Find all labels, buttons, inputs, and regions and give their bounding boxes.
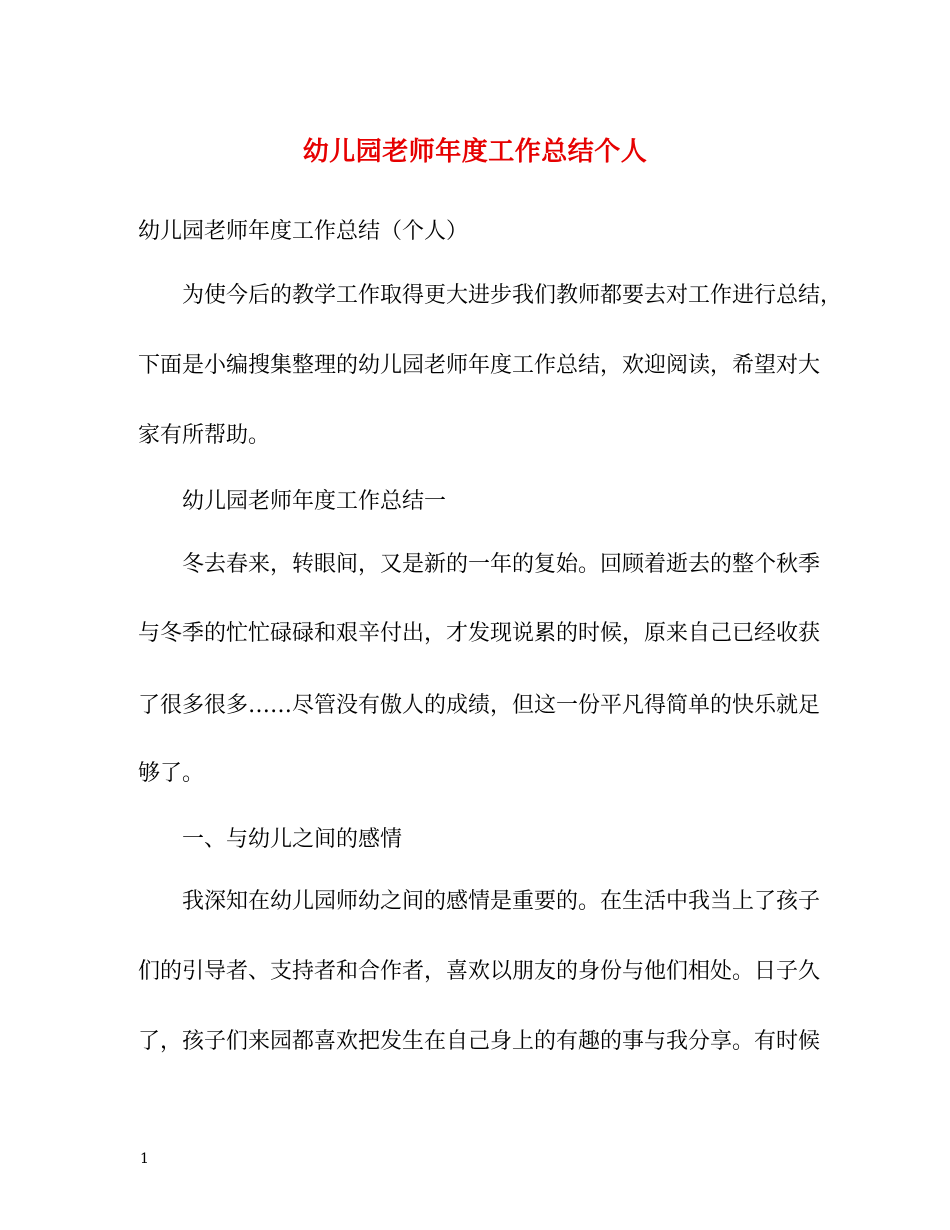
paragraph-line: 够了。 — [138, 761, 205, 786]
section-heading: 一、与幼儿之间的感情 — [182, 827, 403, 852]
section-heading: 幼儿园老师年度工作总结一 — [182, 489, 447, 514]
paragraph-line: 们的引导者、支持者和合作者，喜欢以朋友的身份与他们相处。日子久 — [138, 959, 821, 984]
paragraph-line: 冬去春来，转眼间，又是新的一年的复始。回顾着逝去的整个秋季 — [182, 552, 821, 577]
document-title: 幼儿园老师年度工作总结个人 — [302, 137, 648, 167]
paragraph-line: 与冬季的忙忙碌碌和艰辛付出，才发现说累的时候，原来自己已经收获 — [138, 621, 821, 646]
paragraph-line: 家有所帮助。 — [138, 423, 271, 448]
paragraph-line: 了很多很多……尽管没有傲人的成绩，但这一份平凡得简单的快乐就足 — [138, 693, 821, 718]
paragraph-line: 了，孩子们来园都喜欢把发生在自己身上的有趣的事与我分享。有时候 — [138, 1029, 821, 1054]
paragraph-line: 我深知在幼儿园师幼之间的感情是重要的。在生活中我当上了孩子 — [182, 889, 821, 914]
page-number: 1 — [140, 1151, 149, 1167]
paragraph-line: 为使今后的教学工作取得更大进步我们教师都要去对工作进行总结， — [182, 283, 843, 308]
subtitle-line: 幼儿园老师年度工作总结（个人） — [138, 219, 469, 244]
paragraph-line: 下面是小编搜集整理的幼儿园老师年度工作总结，欢迎阅读，希望对大 — [138, 353, 821, 378]
